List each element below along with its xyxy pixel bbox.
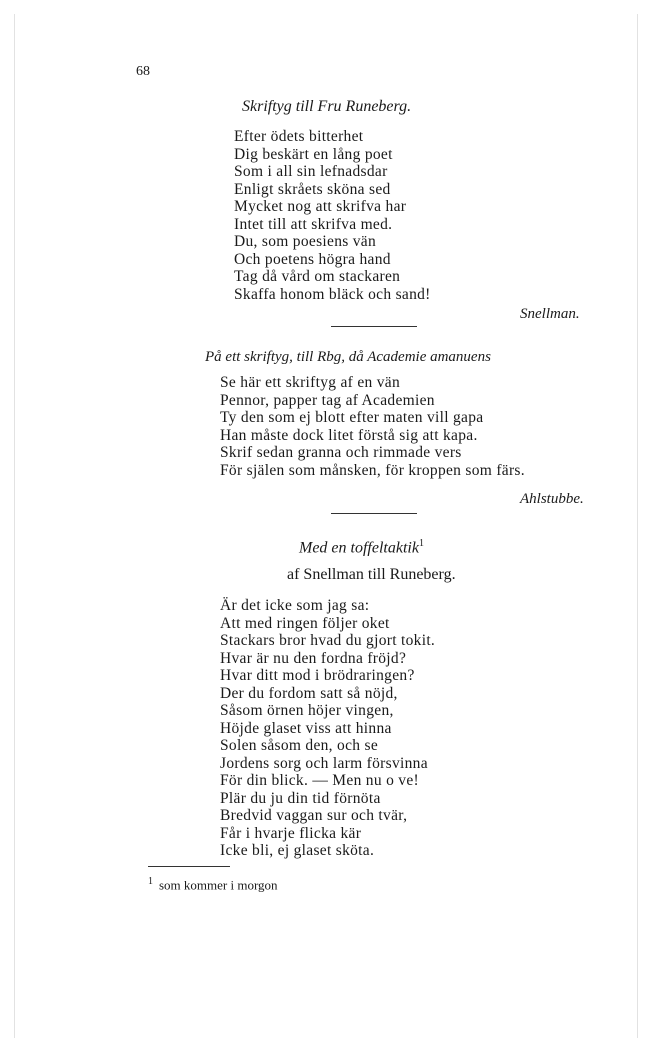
poem-line: Höjde glaset viss att hinna — [220, 719, 392, 737]
poem-line: Ty den som ej blott efter maten vill gapa — [220, 409, 484, 426]
footnote-divider — [148, 866, 230, 867]
poem-line: Pennor, papper tag af Academien — [220, 391, 435, 409]
poem-1-title: Skriftyg till Fru Runeberg. — [242, 98, 412, 115]
poem-line: Tag då vård om stackaren — [234, 268, 401, 285]
poem-line: Dig beskärt en lång poet — [234, 145, 393, 163]
poem-line: Hvar ditt mod i brödraringen? — [220, 667, 415, 684]
poem-line: Enligt skråets sköna sed — [234, 180, 391, 198]
section-divider — [331, 513, 417, 514]
poem-line: Icke bli, ej glaset sköta. — [220, 842, 375, 859]
section-divider — [331, 326, 417, 327]
poem-3-subtitle: af Snellman till Runeberg. — [287, 566, 456, 583]
poem-line: För din blick. — Men nu o ve! — [220, 772, 419, 789]
footnote-ref: 1 — [418, 538, 424, 549]
poem-1-signature: Snellman. — [520, 306, 580, 322]
poem-line: Hvar är nu den fordna fröjd? — [220, 649, 407, 667]
poem-line: Der du fordom satt så nöjd, — [220, 684, 398, 702]
footnote-text: som kommer i morgon — [159, 877, 278, 893]
poem-line: Som i all sin lefnadsdar — [234, 163, 388, 180]
poem-line: Är det icke som jag sa: — [220, 597, 370, 614]
poem-line: Mycket nog att skrifva har — [234, 198, 407, 215]
poem-2-title: På ett skriftyg, till Rbg, då Academie amanuens — [205, 349, 491, 365]
poem-3-stanza — [220, 597, 435, 860]
poem-line: Får i hvarje flicka kär — [220, 824, 362, 842]
poem-line: För själen som månsken, för kroppen som färs. — [220, 461, 525, 479]
poem-line: Stackars bror hvad du gjort tokit. — [220, 632, 436, 649]
poem-3-title-text: Med en toffeltaktik — [299, 539, 419, 557]
poem-line: Att med ringen följer oket — [220, 614, 390, 632]
poem-line: Intet till att skrifva med. — [234, 215, 393, 233]
poem-2-stanza — [220, 374, 525, 479]
poem-line: Skrif sedan granna och rimmade vers — [220, 444, 462, 461]
poem-line: Skaffa honom bläck och sand! — [234, 285, 431, 303]
poem-line: Du, som poesiens vän — [234, 233, 377, 250]
poem-line: Jordens sorg och larm försvinna — [220, 754, 428, 772]
page-number: 68 — [136, 64, 150, 79]
poem-line: Bredvid vaggan sur och tvär, — [220, 807, 408, 824]
poem-3-title — [299, 538, 424, 557]
poem-line: Och poetens högra hand — [234, 250, 391, 268]
poem-line: Solen såsom den, och se — [220, 737, 379, 754]
footnote-marker: 1 — [148, 876, 153, 887]
poem-line: Se här ett skriftyg af en vän — [220, 374, 401, 391]
poem-line: Efter ödets bitterhet — [234, 128, 364, 145]
poem-2-signature: Ahlstubbe. — [520, 491, 584, 507]
poem-line: Såsom örnen höjer vingen, — [220, 702, 394, 719]
poem-line: Plär du ju din tid förnöta — [220, 789, 381, 807]
poem-line: Han måste dock litet förstå sig att kapa. — [220, 426, 478, 444]
footnote — [148, 876, 278, 893]
poem-1-stanza — [234, 128, 431, 303]
